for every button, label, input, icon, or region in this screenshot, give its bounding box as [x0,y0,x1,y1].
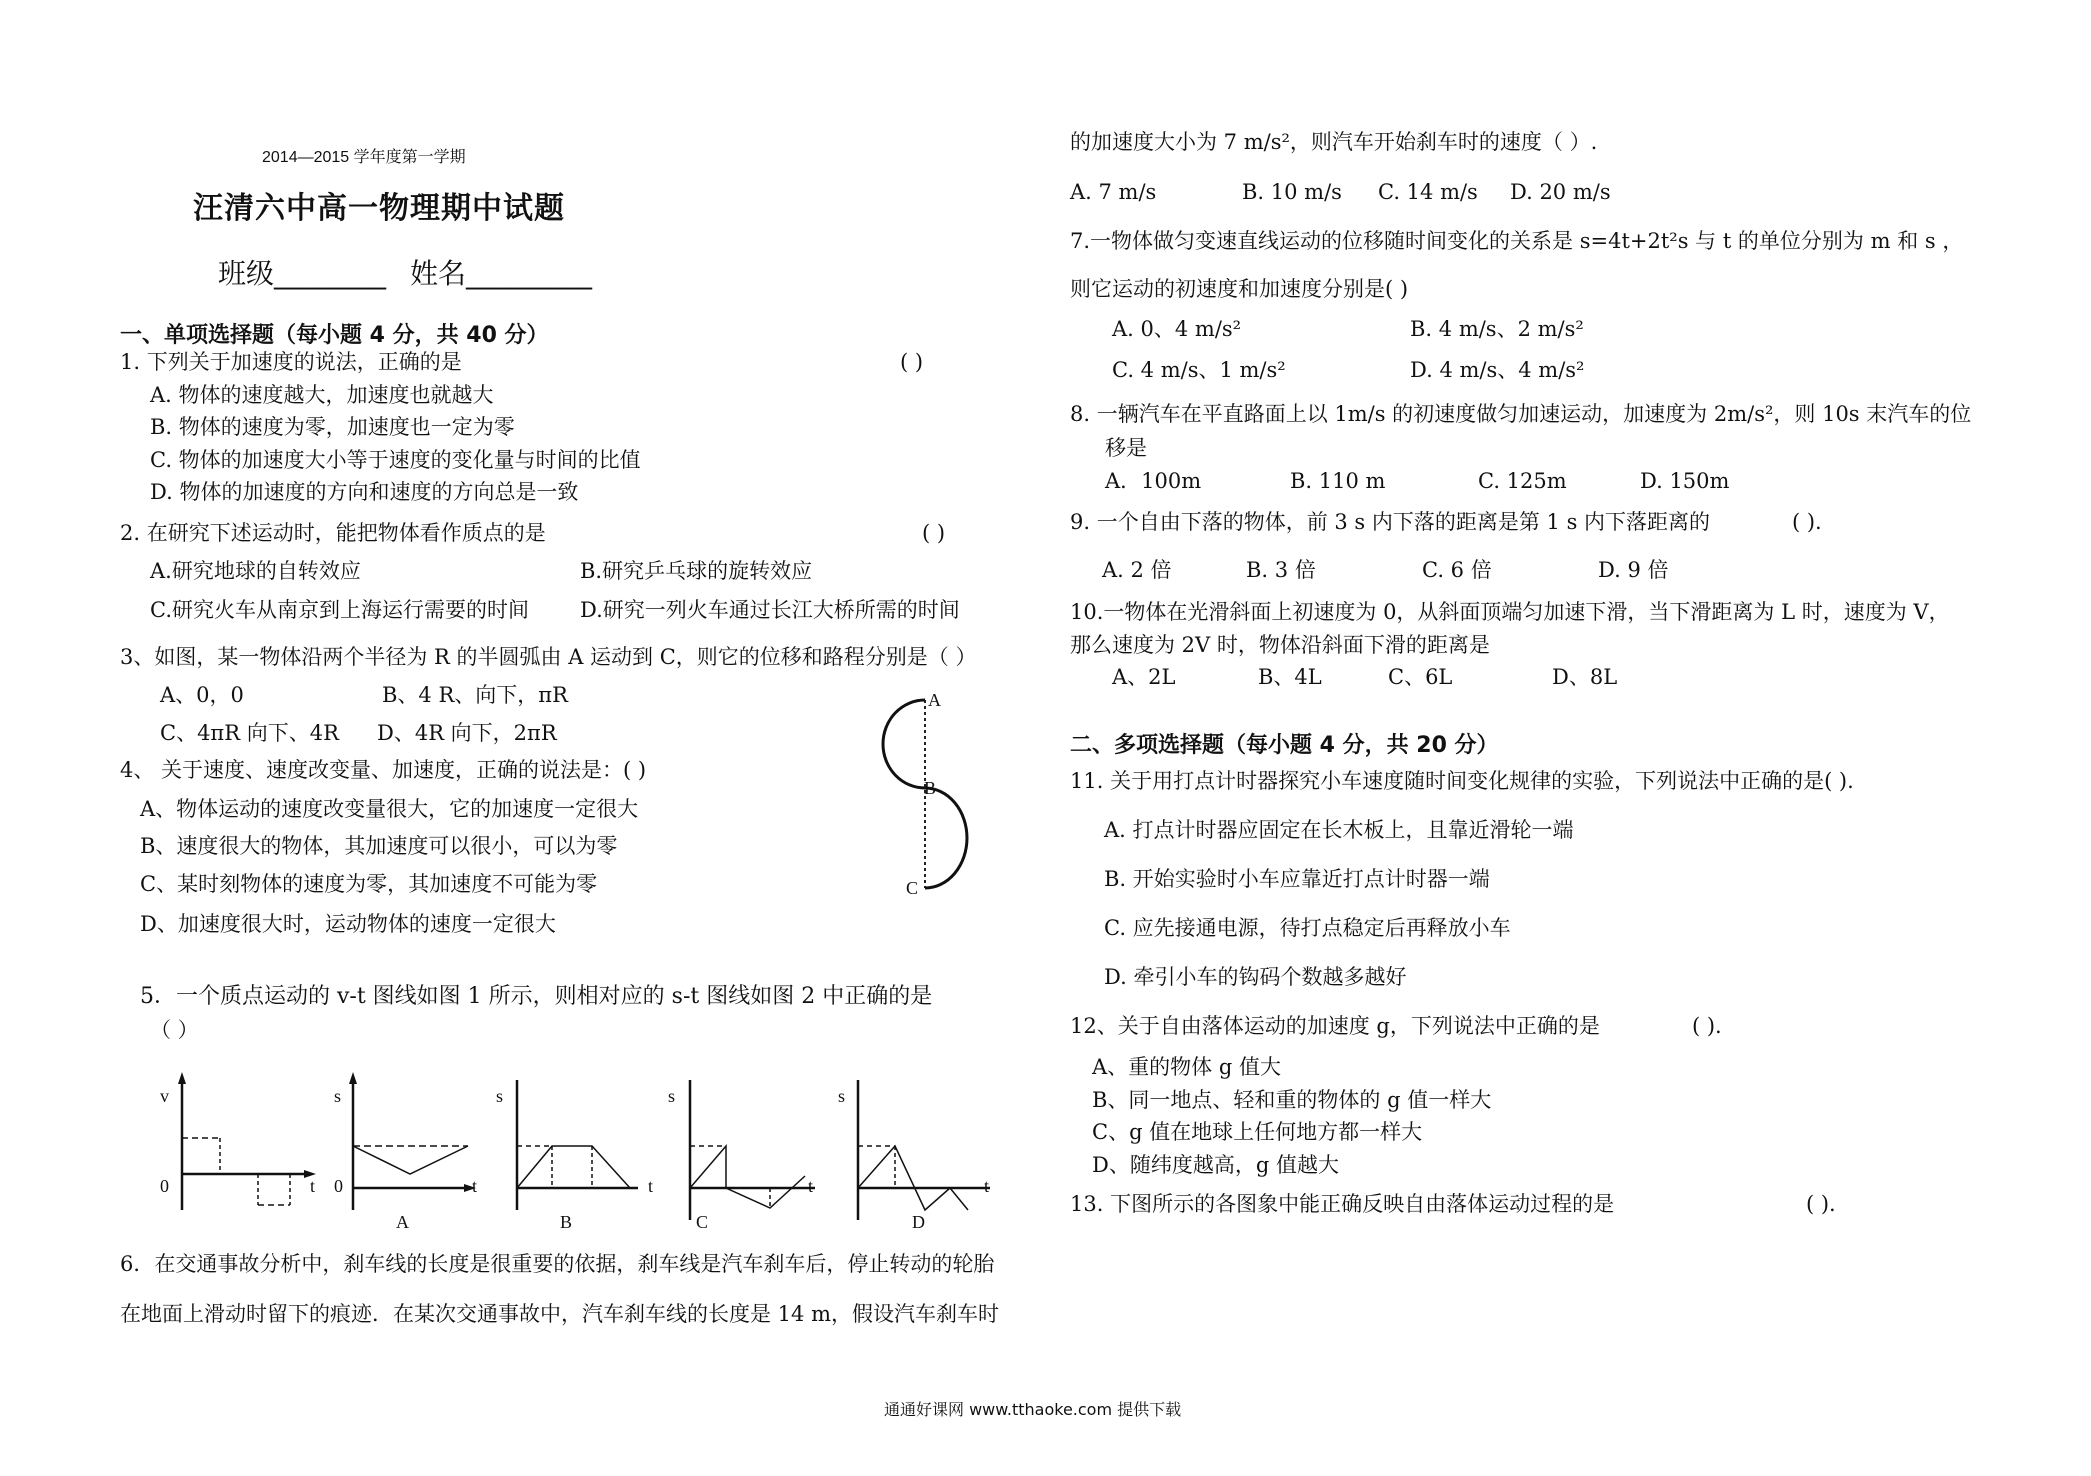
footer-credit: 通通好课网 www.tthaoke.com 提供下载 [884,1400,1182,1419]
q12-answer-paren: ( ). [1692,1014,1722,1038]
q1-option-b: B. 物体的速度为零，加速度也一定为零 [150,415,515,439]
q6-option-a: A. 7 m/s [1070,180,1157,204]
q7-option-b: B. 4 m/s、2 m/s² [1410,317,1584,341]
q6-line3: 的加速度大小为 7 m/s²，则汽车开始刹车时的速度（ ）. [1070,130,1598,154]
q3-point-b: B [924,778,937,798]
q10-option-a: A、2L [1112,665,1176,689]
graph-d [858,1080,990,1220]
q6-line1: 6．在交通事故分析中，刹车线的长度是很重要的依据，刹车线是汽车刹车后，停止转动的轮胎 [120,1252,995,1276]
q8-option-d: D. 150m [1640,469,1730,493]
q12-option-c: C、g 值在地球上任何地方都一样大 [1092,1120,1423,1144]
graph-vt-xlabel: t [310,1176,316,1196]
class-field: 班级________ [218,257,387,290]
q3-option-c: C、4πR 向下、4R [160,721,339,745]
graph-c-caption: C [696,1212,709,1232]
q9-option-c: C. 6 倍 [1422,558,1492,582]
q10-option-b: B、4L [1258,665,1322,689]
q10-option-d: D、8L [1552,665,1618,689]
q2-option-b: B.研究乒乓球的旋转效应 [580,559,813,583]
q6-option-c: C. 14 m/s [1378,180,1478,204]
q9-option-a: A. 2 倍 [1102,558,1172,582]
q10-line2: 那么速度为 2V 时，物体沿斜面下滑的距离是 [1070,633,1490,657]
q3-option-b: B、4 R、向下，πR [382,683,568,707]
q8-option-a: A．100m [1105,469,1202,493]
q2-option-d: D.研究一列火车通过长江大桥所需的时间 [580,598,960,622]
graph-d-ylabel: s [838,1086,846,1106]
q12-option-a: A、重的物体 g 值大 [1092,1055,1281,1079]
q4-stem: 4、 关于速度、速度改变量、加速度，正确的说法是：( ) [120,758,647,782]
q4-option-b: B、速度很大的物体，其加速度可以很小，可以为零 [140,834,618,858]
q11-option-b: B. 开始实验时小车应靠近打点计时器一端 [1104,867,1490,891]
q5-answer-paren: （ ） [150,1018,199,1042]
q3-option-a: A、0，0 [160,683,244,707]
q9-option-b: B. 3 倍 [1246,558,1316,582]
q3-upper-arc [883,700,925,788]
graph-d-caption: D [912,1212,925,1232]
q4-option-d: D、加速度很大时，运动物体的速度一定很大 [140,912,556,936]
q1-answer-paren: ( ) [900,350,924,374]
graph-a-xlabel: t [472,1176,478,1196]
q10-line1: 10.一物体在光滑斜面上初速度为 0，从斜面顶端匀加速下滑，当下滑距离为 L 时，速度为 V， [1070,600,1950,624]
q11-option-c: C. 应先接通电源，待打点稳定后再释放小车 [1104,916,1511,940]
section1-heading: 一、单项选择题（每小题 4 分，共 40 分） [120,323,549,348]
graph-b-ylabel: s [496,1086,504,1106]
q6-line2: 在地面上滑动时留下的痕迹．在某次交通事故中，汽车刹车线的长度是 14 m，假设汽车刹车时 [120,1302,999,1326]
q11-stem: 11. 关于用打点计时器探究小车速度随时间变化规律的实验，下列说法中正确的是( ). [1070,769,1854,793]
q3-option-d: D、4R 向下，2πR [377,721,557,745]
q4-option-c: C、某时刻物体的速度为零，其加速度不可能为零 [140,872,598,896]
q7-line2: 则它运动的初速度和加速度分别是( ) [1070,277,1409,301]
q1-option-a: A. 物体的速度越大，加速度也就越大 [150,383,494,407]
graph-c-xlabel: t [808,1176,814,1196]
q2-answer-paren: ( ) [922,521,946,545]
graph-a-origin: 0 [334,1176,343,1196]
graph-c-ylabel: s [668,1086,676,1106]
q2-option-c: C.研究火车从南京到上海运行需要的时间 [150,598,529,622]
q8-line2: 移是 [1105,436,1147,460]
graph-b-caption: B [560,1212,573,1232]
q7-option-d: D. 4 m/s、4 m/s² [1410,358,1585,382]
q10-option-c: C、6L [1388,665,1453,689]
q1-option-c: C. 物体的加速度大小等于速度的变化量与时间的比值 [150,448,641,472]
q3-lower-arc [925,788,967,888]
q11-option-d: D. 牵引小车的钩码个数越多越好 [1104,965,1407,989]
q5-stem: 5．一个质点运动的 v-t 图线如图 1 所示，则相对应的 s-t 图线如图 2 中正确的是 [140,984,933,1009]
q13-stem: 13. 下图所示的各图象中能正确反映自由落体运动过程的是 [1070,1192,1615,1216]
name-field: 姓名_________ [410,257,593,290]
graph-a [349,1072,476,1210]
graph-b-xlabel: t [648,1176,654,1196]
graph-a-caption: A [396,1212,409,1232]
q12-stem: 12、关于自由落体运动的加速度 g，下列说法中正确的是 [1070,1014,1600,1038]
graph-vt [178,1072,316,1210]
q7-option-a: A. 0、4 m/s² [1112,317,1242,341]
q3-point-a: A [928,690,941,710]
q9-option-d: D. 9 倍 [1598,558,1669,582]
q8-option-c: C. 125m [1478,469,1567,493]
section2-heading: 二、多项选择题（每小题 4 分，共 20 分） [1070,733,1499,758]
q13-answer-paren: ( ). [1806,1192,1836,1216]
school-year: 2014—2015 学年度第一学期 [262,149,466,166]
q2-option-a: A.研究地球的自转效应 [150,559,361,583]
graph-vt-origin: 0 [160,1176,169,1196]
graph-vt-ylabel: v [160,1086,169,1106]
q7-line1: 7.一物体做匀变速直线运动的位移随时间变化的关系是 s=4t+2t²s 与 t 的单位分别为 m 和 s ， [1070,229,1964,253]
q7-option-c: C. 4 m/s、1 m/s² [1112,358,1286,382]
q12-option-d: D、随纬度越高，g 值越大 [1092,1153,1339,1177]
q1-stem: 1. 下列关于加速度的说法，正确的是 [120,350,462,374]
graph-b [517,1080,638,1210]
graph-d-xlabel: t [984,1176,990,1196]
q5-graphs [150,1070,1010,1240]
graph-a-ylabel: s [334,1086,342,1106]
q2-stem: 2. 在研究下述运动时，能把物体看作质点的是 [120,521,546,545]
q11-option-a: A. 打点计时器应固定在长木板上，且靠近滑轮一端 [1104,818,1574,842]
q9-stem: 9. 一个自由下落的物体，前 3 s 内下落的距离是第 1 s 内下落距离的 [1070,510,1711,534]
q1-option-d: D. 物体的加速度的方向和速度的方向总是一致 [150,480,579,504]
q4-option-a: A、物体运动的速度改变量很大，它的加速度一定很大 [140,797,639,821]
q3-point-c: C [906,878,919,898]
q9-answer-paren: ( ). [1792,510,1822,534]
q6-option-d: D. 20 m/s [1510,180,1611,204]
graph-c [690,1080,815,1220]
page-title: 汪清六中高一物理期中试题 [193,191,565,226]
q3-stem: 3、如图，某一物体沿两个半径为 R 的半圆弧由 A 运动到 C，则它的位移和路程分别是（ ） [120,645,977,669]
q8-option-b: B. 110 m [1290,469,1386,493]
q12-option-b: B、同一地点、轻和重的物体的 g 值一样大 [1092,1088,1492,1112]
q6-option-b: B. 10 m/s [1242,180,1342,204]
q8-line1: 8. 一辆汽车在平直路面上以 1m/s 的初速度做匀加速运动，加速度为 2m/s²，则 10s 末汽车的位 [1070,402,1972,426]
